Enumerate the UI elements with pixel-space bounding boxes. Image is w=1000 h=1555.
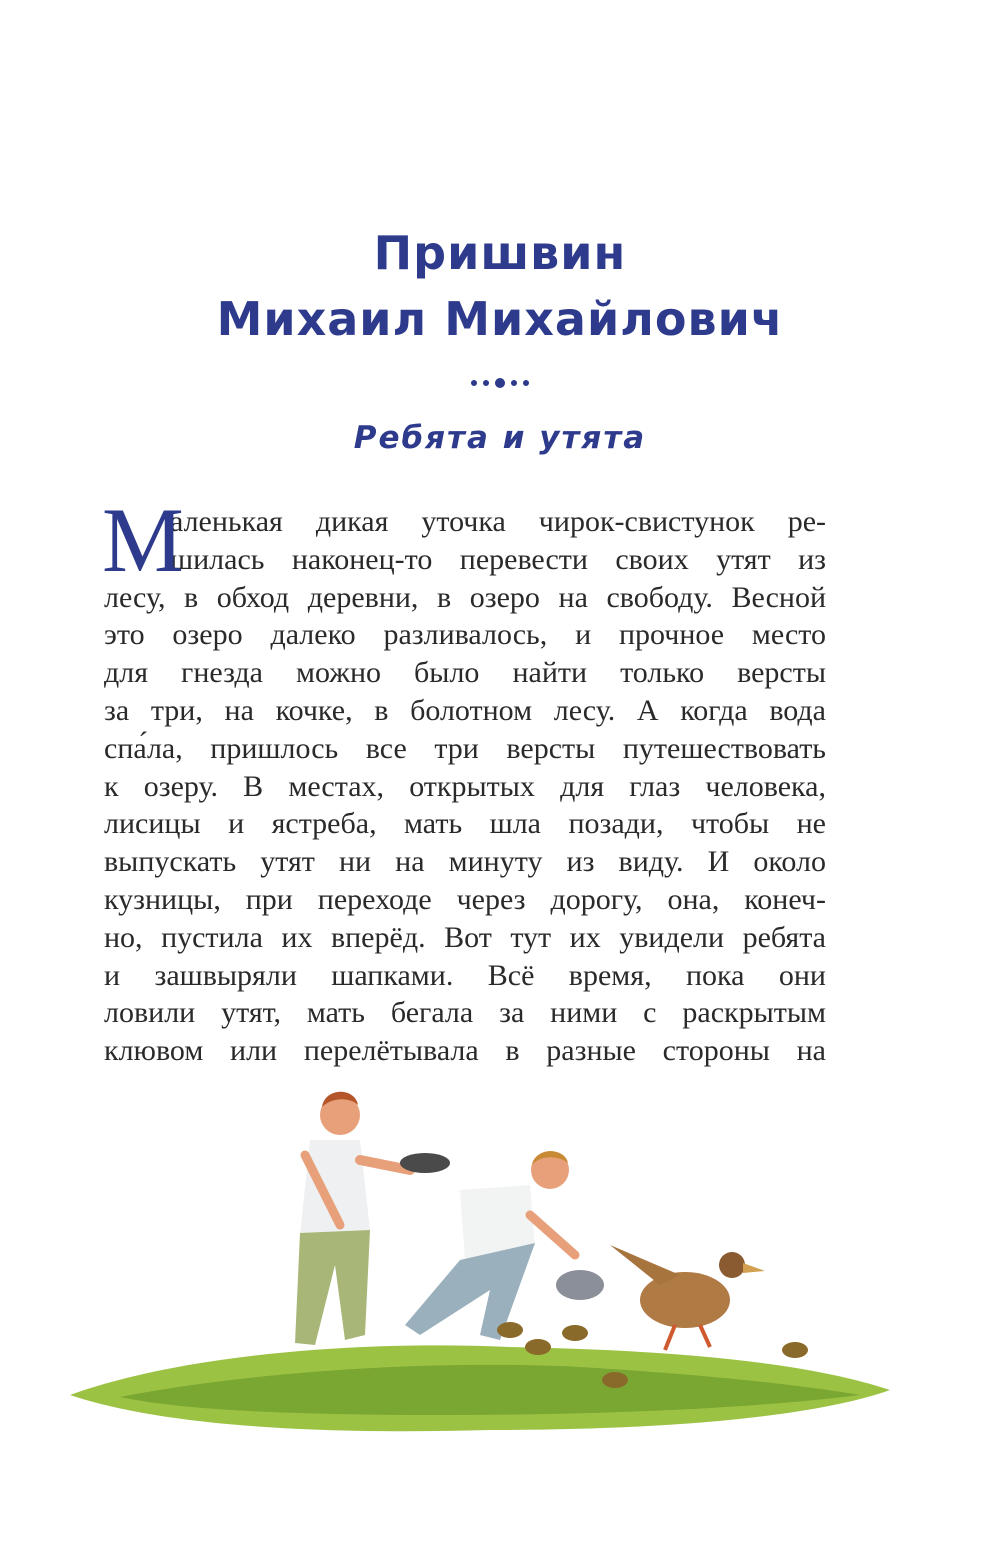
drop-cap: М bbox=[102, 489, 184, 591]
text-line: ловили утят, мать бегала за ними с раскрытым bbox=[104, 996, 826, 1030]
text-line: кузницы, при переходе через дорогу, она, конеч- bbox=[104, 882, 826, 916]
illustration-boys-and-ducklings bbox=[60, 1085, 900, 1465]
mother-duck bbox=[610, 1245, 765, 1350]
ornament-divider bbox=[0, 372, 1000, 391]
boy-right bbox=[405, 1151, 604, 1340]
text-line: к озеру. В местах, открытых для глаз человека, bbox=[104, 769, 826, 803]
text-line: лесу, в обход деревни, в озеро на свободу. Весной bbox=[104, 580, 826, 614]
text-line: но, пустила их вперёд. Вот тут их увидели ребята bbox=[104, 920, 826, 954]
grass bbox=[70, 1345, 890, 1431]
text-line: аленькая дикая уточка чирок-свистунок ре- bbox=[170, 505, 826, 538]
text-line: спа́ла, пришлось все три версты путешествовать bbox=[104, 731, 826, 765]
text-line: за три, на кочке, в болотном лесу. А когда вода bbox=[104, 693, 826, 727]
text-line: для гнезда можно было найти только версты bbox=[104, 656, 826, 690]
text-line: клювом или перелётывала в разные стороны на bbox=[104, 1034, 826, 1068]
author-name: Михаил Михайлович bbox=[216, 292, 784, 346]
text-line: и зашвыряли шапками. Всё время, пока они bbox=[104, 958, 826, 992]
text-line: выпускать утят ни на минуту из виду. И около bbox=[104, 845, 826, 879]
story-text bbox=[102, 489, 826, 1070]
text-line: шилась наконец-то перевести своих утят из bbox=[170, 542, 826, 576]
author-surname: Пришвин bbox=[373, 226, 627, 280]
text-line: это озеро далеко разливалось, и прочное место bbox=[104, 618, 826, 652]
text-line: лисицы и ястреба, мать шла позади, чтобы не bbox=[104, 807, 826, 841]
story-title: Ребята и утята bbox=[353, 420, 647, 456]
